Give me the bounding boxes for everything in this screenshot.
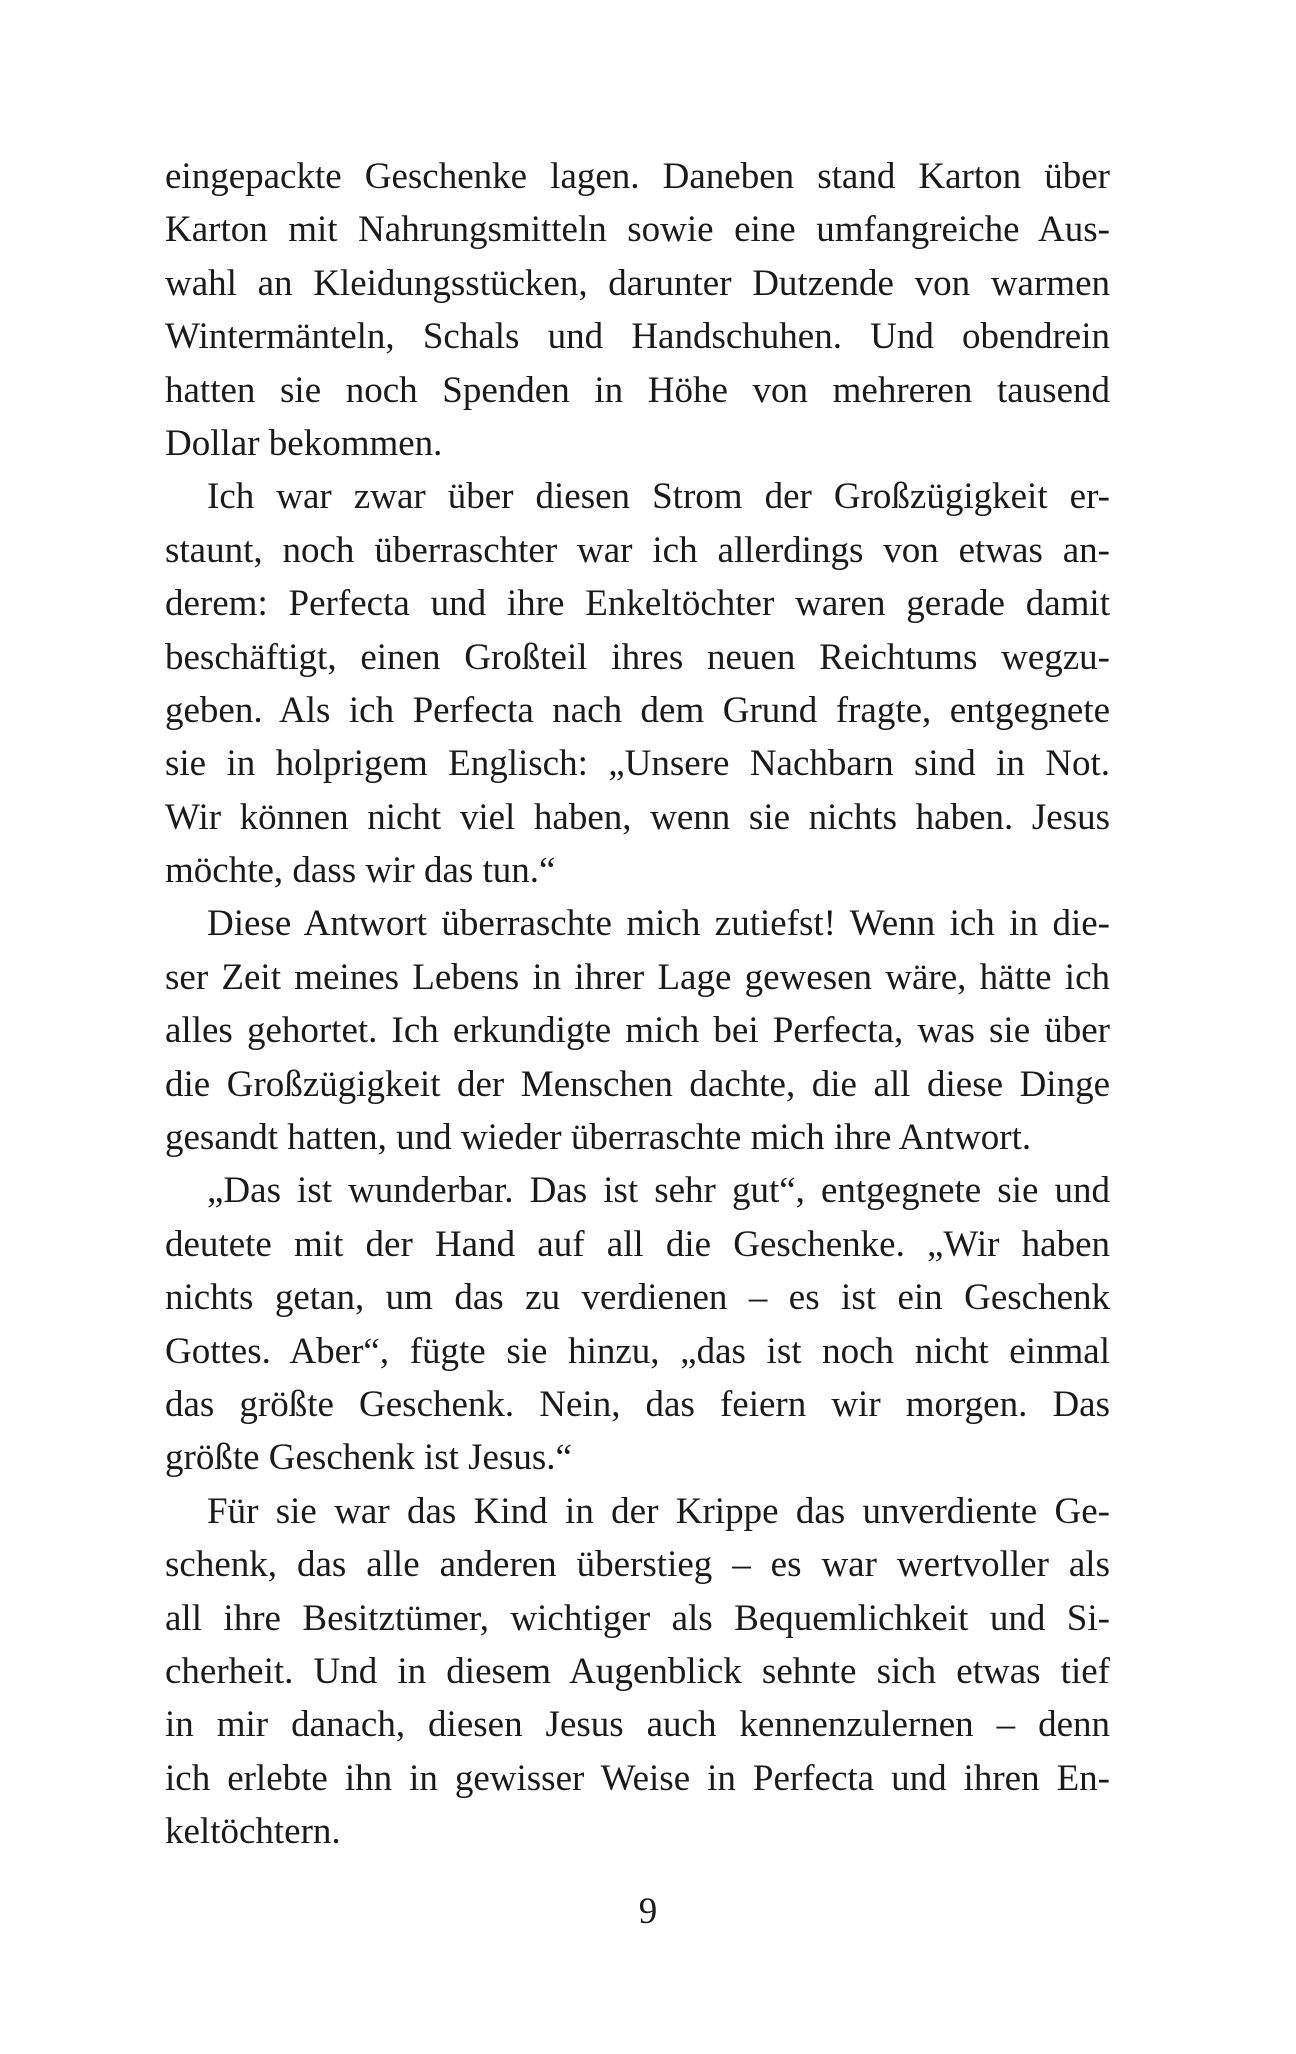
- text-line: sie in holprigem Englisch: „Unsere Nachbarn sind in Not.: [165, 743, 1110, 785]
- text-line: gesandt hatten, und wieder überraschte mich ihre Antwort.: [165, 1117, 1032, 1159]
- text-line: Wintermänteln, Schals und Handschuhen. Und obendrein: [165, 316, 1110, 358]
- text-line: Wir können nicht viel haben, wenn sie nichts haben. Jesus: [165, 796, 1110, 838]
- text-line: hatten sie noch Spenden in Höhe von mehreren tausend: [165, 369, 1110, 411]
- text-line: schenk, das alle anderen überstieg – es war wertvoller als: [165, 1544, 1110, 1586]
- text-line: geben. Als ich Perfecta nach dem Grund fragte, entgegnete: [165, 689, 1110, 731]
- text-line: all ihre Besitztümer, wichtiger als Bequemlichkeit und Si-: [165, 1597, 1110, 1639]
- paragraph: [165, 470, 1110, 897]
- text-line: eingepackte Geschenke lagen. Daneben stand Karton über: [165, 156, 1110, 197]
- text-line: das größte Geschenk. Nein, das feiern wir morgen. Das: [165, 1383, 1110, 1425]
- body-text: [165, 150, 1110, 1859]
- text-line: Für sie war das Kind in der Krippe das unverdiente Ge-: [207, 1490, 1110, 1532]
- text-line: in mir danach, diesen Jesus auch kennenzulernen – denn: [165, 1704, 1110, 1746]
- text-line: deutete mit der Hand auf all die Geschenke. „Wir haben: [165, 1223, 1110, 1265]
- text-line: nichts getan, um das zu verdienen – es ist ein Geschenk: [165, 1277, 1110, 1319]
- text-line: ich erlebte ihn in gewisser Weise in Perfecta und ihren En-: [165, 1757, 1110, 1799]
- text-line: Diese Antwort überraschte mich zutiefst! Wenn ich in die-: [207, 903, 1110, 945]
- text-line: beschäftigt, einen Großteil ihres neuen Reichtums wegzu-: [165, 636, 1110, 678]
- paragraph: [165, 1164, 1110, 1484]
- paragraph: [165, 150, 1110, 470]
- paragraph: [165, 1485, 1110, 1859]
- text-line: wahl an Kleidungsstücken, darunter Dutzende von warmen: [165, 262, 1110, 304]
- text-line: alles gehortet. Ich erkundigte mich bei Perfecta, was sie über: [165, 1010, 1110, 1052]
- text-line: Karton mit Nahrungsmitteln sowie eine umfangreiche Aus-: [165, 209, 1110, 251]
- page-number: 9: [638, 1891, 658, 1932]
- text-line: „Das ist wunderbar. Das ist sehr gut“, entgegnete sie und: [207, 1170, 1110, 1212]
- text-line: ser Zeit meines Lebens in ihrer Lage gewesen wäre, hätte ich: [165, 956, 1110, 998]
- text-line: Dollar bekommen.: [165, 422, 443, 464]
- text-line: staunt, noch überraschter war ich allerdings von etwas an-: [165, 529, 1110, 571]
- text-line: keltöchtern.: [165, 1811, 341, 1853]
- text-line: die Großzügigkeit der Menschen dachte, die all diese Dinge: [165, 1063, 1110, 1105]
- paragraph: [165, 897, 1110, 1164]
- text-line: möchte, dass wir das tun.“: [165, 850, 556, 892]
- text-line: cherheit. Und in diesem Augenblick sehnte sich etwas tief: [165, 1650, 1110, 1692]
- text-line: Gottes. Aber“, fügte sie hinzu, „das ist noch nicht einmal: [165, 1330, 1110, 1372]
- text-line: derem: Perfecta und ihre Enkeltöchter waren gerade damit: [165, 583, 1110, 625]
- text-line: Ich war zwar über diesen Strom der Großzügigkeit er-: [207, 476, 1110, 518]
- text-line: größte Geschenk ist Jesus.“: [165, 1437, 572, 1479]
